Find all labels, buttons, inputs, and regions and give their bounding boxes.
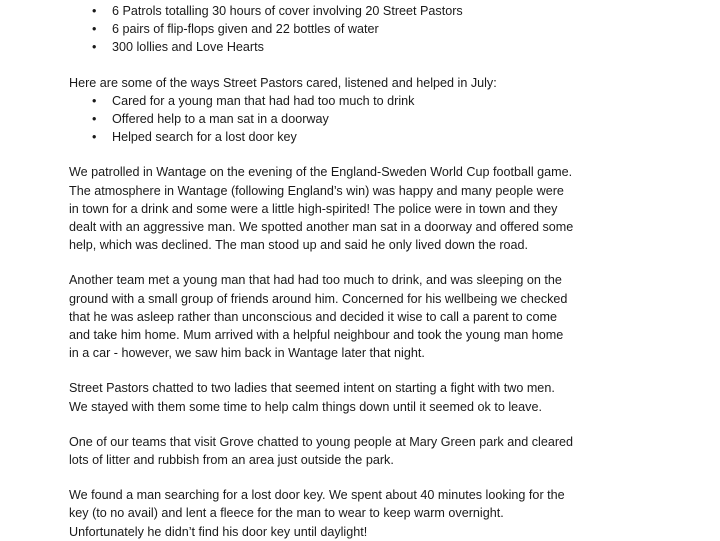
list-item: • Offered help to a man sat in a doorway	[0, 110, 720, 128]
paragraph-two-ladies: Street Pastors chatted to two ladies that seemed intent on starting a fight with two men. We stayed with them some time to help calm things down until it seemed ok to leave.	[69, 381, 555, 414]
bullet-icon: •	[92, 22, 97, 37]
july-intro: Here are some of the ways Street Pastors cared, listened and helped in July:	[69, 75, 497, 90]
list-item: • Cared for a young man that had had too much to drink	[0, 92, 720, 110]
paragraph-grove: One of our teams that visit Grove chatted to young people at Mary Green park and cleared lots of litter and rubbish from an area just outside the park.	[69, 434, 574, 467]
list-item: • 6 pairs of flip-flops given and 22 bottles of water	[0, 20, 720, 38]
bullet-icon: •	[92, 111, 97, 126]
bullet-icon: •	[92, 4, 97, 18]
paragraph-world-cup: We patrolled in Wantage on the evening of the England-Sweden World Cup football game. The atmosphere in Wantage (following England’s win) was happy and many people were in town for a drink and some were a little high-spirited! The police were in town and they dealt with an aggressive man. We spotted another man sat in a doorway and offered some help, which was declined. The man stood up and said he only lived down the road.	[69, 165, 574, 253]
paragraph-door-key: We found a man searching for a lost door key. We spent about 40 minutes looking for the key (to no avail) and lent a fleece for the man to wear to keep warm overnight. Unfortunately he didn’t find his door key until daylight!	[69, 488, 565, 539]
bullet-icon: •	[92, 130, 97, 145]
paragraph-young-man: Another team met a young man that had had too much to drink, and was sleeping on the ground with a small group of friends around him. Concerned for his wellbeing we checked that he was asleep rather than unconscious and decided it wise to call a parent to come and take him home. Mum arrived with a helpful neighbour and took the young man home in a car - however, we saw him back in Wantage later that night.	[69, 273, 568, 361]
stats-list	[0, 2, 720, 57]
list-item: • Helped search for a lost door key	[0, 128, 720, 146]
bullet-icon: •	[92, 93, 97, 108]
july-list	[0, 92, 720, 147]
list-item: • 300 lollies and Love Hearts	[0, 38, 720, 56]
list-item: • 6 Patrols totalling 30 hours of cover involving 20 Street Pastors	[0, 2, 720, 20]
bullet-icon: •	[92, 40, 97, 55]
